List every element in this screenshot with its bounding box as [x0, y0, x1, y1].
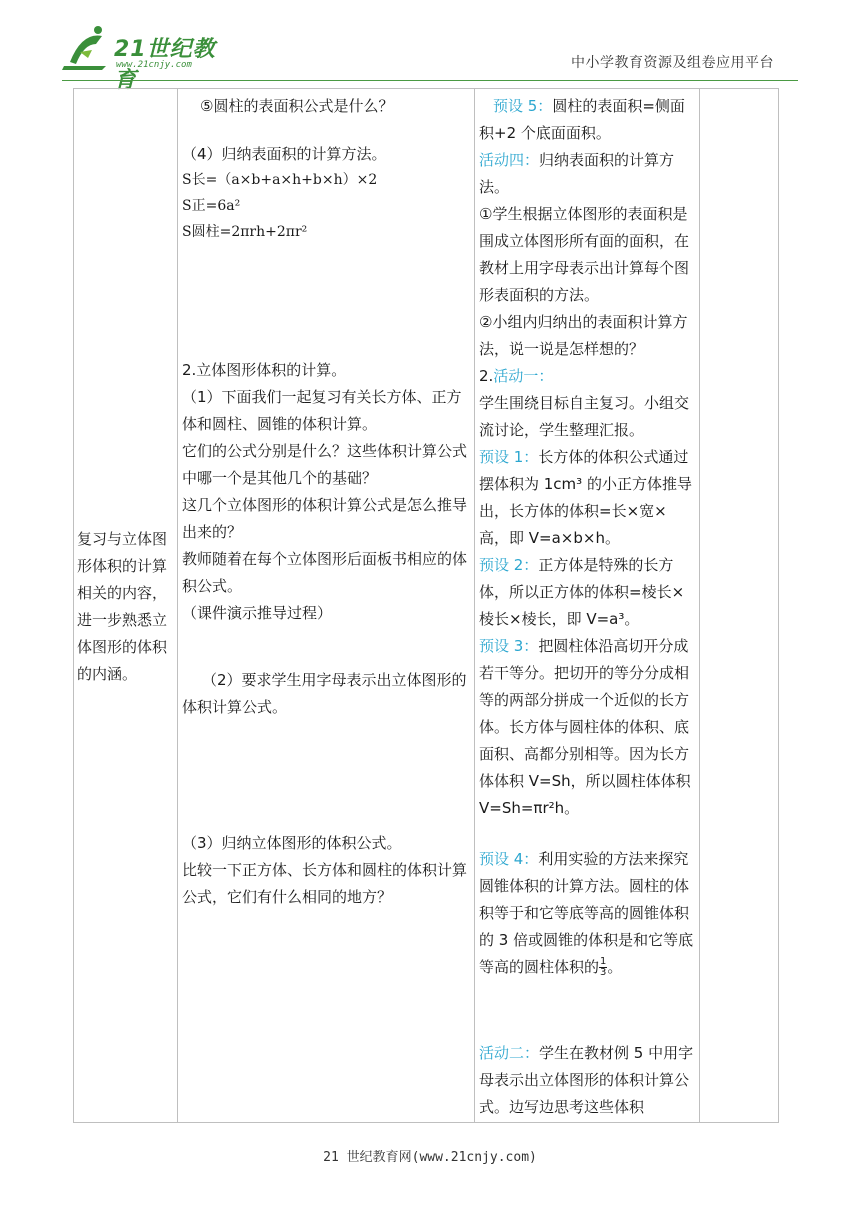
preset-3-label: 预设 3： [479, 637, 539, 655]
header-divider [62, 80, 798, 81]
preset-3 [479, 633, 696, 822]
preset-1 [479, 444, 696, 552]
s2-3: 这几个立体图形的体积计算公式是怎么推导出来的？ [182, 496, 468, 541]
activity-2-text: 学生在教材例 5 中用字母表示出立体图形的体积计算公式。边写边思考这些体积 [479, 1044, 694, 1116]
page-footer: 21 世纪教育网(www.21cnjy.com) [323, 1150, 537, 1165]
lesson-table [73, 88, 779, 1123]
activity-2 [479, 1040, 696, 1121]
logo-text: 21世纪教育 [114, 37, 216, 93]
site-logo[interactable] [62, 22, 232, 93]
preset-5 [479, 93, 696, 147]
preset-4 [479, 846, 696, 981]
preset-2-text: 正方体是特殊的长方体，所以正方体的体积=棱长×棱长×棱长，即 V=a³。 [479, 556, 685, 628]
teaching-aim: 复习与立体图形体积的计算相关的内容，进一步熟悉立体图形的体积的内涵。 [77, 530, 168, 683]
activity-1-prefix: 2. [479, 367, 494, 385]
activity-1 [479, 363, 696, 390]
s2-1: （1）下面我们一起复习有关长方体、正方体和圆柱、圆锥的体积计算。 [182, 388, 462, 433]
activity-4-2: ②小组内归纳出的表面积计算方法，说一说是怎样想的？ [479, 313, 688, 358]
preset-1-text: 长方体的体积公式通过摆体积为 1cm³ 的小正方体推导出，长方体的体积=长×宽×高，即 V=a×b×h。 [479, 448, 692, 547]
s2-8: 比较一下正方体、长方体和圆柱的体积计算公式，它们有什么相同的地方？ [182, 861, 468, 906]
s2-7: （3）归纳立体图形的体积公式。 [182, 834, 402, 852]
preset-2 [479, 552, 696, 633]
q5: ⑤圆柱的表面积公式是什么？ [200, 97, 394, 115]
formula-cylinder: S圆柱=2πrh+2πr² [182, 224, 308, 240]
preset-4-label: 预设 4： [479, 850, 539, 868]
preset-5-text: 圆柱的表面积=侧面积+2 个底面面积。 [479, 97, 685, 142]
preset-5-label: 预设 5： [493, 97, 553, 115]
student-activity-column [475, 89, 700, 1123]
preset-2-label: 预设 2： [479, 556, 539, 574]
logo-url: www.21cnjy.com [116, 60, 192, 70]
activity-2-label: 活动二： [479, 1044, 540, 1062]
formula-cube: S正=6a² [182, 198, 241, 214]
fraction-numerator: 1 [600, 956, 607, 967]
s2-5: （课件演示推导过程） [182, 604, 333, 622]
activity-4 [479, 147, 696, 201]
formula-cuboid: S长=（a×b+a×h+b×h）×2 [182, 172, 378, 188]
preset-4-end: 。 [607, 958, 623, 976]
s2-title: 2.立体图形体积的计算。 [182, 361, 347, 379]
notes-column [700, 89, 779, 1123]
activity-4-label: 活动四： [479, 151, 540, 169]
s2-6: （2）要求学生用字母表示出立体图形的体积计算公式。 [182, 671, 467, 716]
s2-2: 它们的公式分别是什么？这些体积计算公式中哪一个是其他几个的基础？ [182, 442, 468, 487]
activity-1-label: 活动一： [493, 367, 554, 385]
platform-name: 中小学教育资源及组卷应用平台 [571, 55, 774, 71]
fraction-denominator: 3 [600, 967, 607, 978]
activity-4-1: ①学生根据立体图形的表面积是围成立体图形所有面的面积，在教材上用字母表示出计算每个图形表面积的方法。 [479, 205, 690, 304]
s4-title: （4）归纳表面积的计算方法。 [182, 145, 387, 163]
teacher-activity-column [178, 89, 475, 1123]
s2-4: 教师随着在每个立体图形后面板书相应的体积公式。 [182, 550, 468, 595]
page-header [0, 0, 860, 93]
preset-1-label: 预设 1： [479, 448, 539, 466]
aim-column [74, 89, 178, 1123]
activity-4-text: 归纳表面积的计算方法。 [479, 151, 675, 196]
activity-1-text: 学生围绕目标自主复习。小组交流讨论，学生整理汇报。 [479, 394, 690, 439]
preset-3-text: 把圆柱体沿高切开分成若干等分。把切开的等分分成相等的两部分拼成一个近似的长方体。长方体与圆柱体的体积、底面积、高都分别相等。因为长方体体积 V=Sh，所以圆柱体体积 V=Sh=πr²h。 [479, 637, 691, 817]
preset-4-text: 利用实验的方法来探究圆锥体积的计算方法。圆柱的体积等于和它等底等高的圆锥体积的 3 倍或圆锥的体积是和它等底等高的圆柱体积的 [479, 850, 694, 976]
